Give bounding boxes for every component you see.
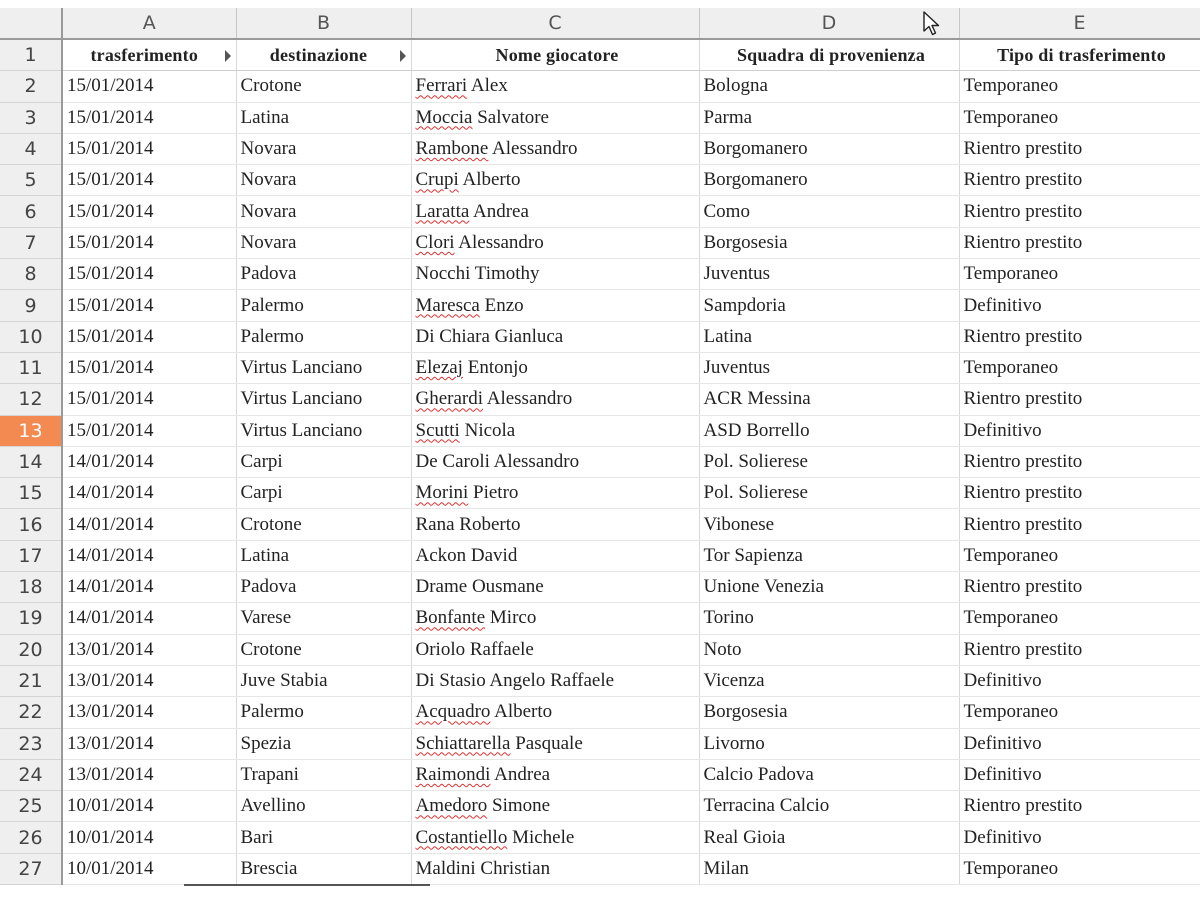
cell-squadra[interactable]: Borgomanero (699, 133, 959, 164)
sheet-table (0, 8, 1200, 885)
cell-text: Enzo (479, 294, 524, 316)
table-row (0, 227, 1200, 258)
cell-tipo[interactable]: Rientro prestito (959, 165, 1200, 196)
cell-nome-giocatore[interactable] (411, 415, 699, 446)
cell-squadra[interactable]: ASD Borrello (699, 415, 959, 446)
spellcheck-word: Acquadro (415, 701, 491, 723)
cell-nome-giocatore[interactable] (411, 384, 699, 415)
cell-date[interactable]: 15/01/2014 (62, 165, 236, 196)
cell-squadra[interactable]: Pol. Solierese (699, 478, 959, 509)
cell-destinazione[interactable]: Novara (236, 133, 411, 164)
cell-tipo[interactable]: Rientro prestito (959, 478, 1200, 509)
row-header[interactable]: 20 (0, 634, 62, 665)
cell-nome-giocatore[interactable] (411, 791, 699, 822)
cell-destinazione[interactable]: Virtus Lanciano (236, 384, 411, 415)
cell-tipo[interactable]: Rientro prestito (959, 321, 1200, 352)
cell-date[interactable]: 13/01/2014 (62, 697, 236, 728)
cell-tipo[interactable]: Temporaneo (959, 697, 1200, 728)
row-header[interactable]: 9 (0, 290, 62, 321)
cell-tipo[interactable]: Rientro prestito (959, 572, 1200, 603)
mouse-pointer-icon (922, 11, 942, 37)
row-header[interactable]: 23 (0, 728, 62, 759)
cell-nome-giocatore[interactable] (411, 509, 699, 540)
cell-destinazione[interactable]: Varese (236, 603, 411, 634)
cell-date[interactable]: 15/01/2014 (62, 290, 236, 321)
cell-text: Alessandro (454, 231, 544, 253)
cell-date[interactable]: 13/01/2014 (62, 728, 236, 759)
cell-nome-giocatore[interactable] (411, 665, 699, 696)
cell-squadra[interactable]: Borgosesia (699, 697, 959, 728)
cell-nome-giocatore[interactable] (411, 446, 699, 477)
cell-date[interactable]: 13/01/2014 (62, 759, 236, 790)
cell-squadra[interactable]: Vicenza (699, 665, 959, 696)
cell-tipo[interactable]: Rientro prestito (959, 791, 1200, 822)
cell-tipo[interactable]: Rientro prestito (959, 133, 1200, 164)
cell-text: Alessandro (488, 138, 578, 160)
cell-text: Alessandro (483, 388, 573, 410)
cell-destinazione[interactable]: Brescia (236, 853, 411, 884)
table-row (0, 165, 1200, 196)
table-row (0, 71, 1200, 102)
cell-tipo[interactable]: Definitivo (959, 822, 1200, 853)
cell-text: Pasquale (510, 732, 583, 754)
cell-text: Oriolo Raffaele (415, 638, 534, 660)
cell-nome-giocatore[interactable] (411, 572, 699, 603)
row-header[interactable]: 14 (0, 446, 62, 477)
cell-destinazione[interactable]: Crotone (236, 509, 411, 540)
cell-nome-giocatore[interactable] (411, 853, 699, 884)
cell-tipo[interactable]: Definitivo (959, 759, 1200, 790)
row-header[interactable]: 3 (0, 102, 62, 133)
cell-destinazione[interactable]: Juve Stabia (236, 665, 411, 696)
cell-nome-giocatore[interactable] (411, 196, 699, 227)
column-header-a[interactable]: A (62, 8, 236, 39)
cell-nome-giocatore[interactable] (411, 321, 699, 352)
table-row (0, 321, 1200, 352)
cell-destinazione[interactable]: Crotone (236, 71, 411, 102)
autofilter-arrow-icon[interactable] (225, 50, 231, 62)
cell-nome-giocatore[interactable] (411, 603, 699, 634)
cell-nome-giocatore[interactable] (411, 540, 699, 571)
cell-tipo[interactable]: Definitivo (959, 728, 1200, 759)
header-cell-destinazione[interactable] (236, 39, 411, 71)
cell-date[interactable]: 15/01/2014 (62, 102, 236, 133)
cell-text: Alberto (458, 169, 521, 191)
cell-destinazione[interactable]: Avellino (236, 791, 411, 822)
row-header[interactable]: 8 (0, 259, 62, 290)
cell-squadra[interactable]: Juventus (699, 352, 959, 383)
cell-squadra[interactable]: Bologna (699, 71, 959, 102)
spellcheck-word: Maresca (415, 294, 480, 316)
cell-text: De Caroli Alessandro (415, 451, 580, 472)
spellcheck-word: Ferrari (415, 75, 468, 97)
cell-text: Di Chiara Gianluca (415, 325, 564, 347)
cell-date[interactable]: 15/01/2014 (62, 227, 236, 258)
table-row (0, 540, 1200, 571)
cell-squadra[interactable]: ACR Messina (699, 384, 959, 415)
spellcheck-word: Amedoro (415, 795, 488, 817)
spellcheck-word: Raimondi (415, 763, 491, 785)
cell-date[interactable]: 14/01/2014 (62, 603, 236, 634)
cell-destinazione[interactable]: Bari (236, 822, 411, 853)
cell-nome-giocatore[interactable] (411, 352, 699, 383)
cell-text: Salvatore (472, 106, 549, 128)
cell-tipo[interactable]: Temporaneo (959, 540, 1200, 571)
cell-tipo[interactable]: Definitivo (959, 415, 1200, 446)
cell-date[interactable]: 15/01/2014 (62, 259, 236, 290)
spellcheck-word: Moccia (415, 106, 473, 128)
header-cell-tipo-trasferimento[interactable]: Tipo di trasferimento (959, 39, 1200, 71)
cell-destinazione[interactable]: Carpi (236, 446, 411, 477)
spellcheck-word: Crupi (415, 169, 459, 191)
cell-date[interactable]: 10/01/2014 (62, 791, 236, 822)
row-header[interactable]: 27 (0, 853, 62, 884)
cell-squadra[interactable]: Terracina Calcio (699, 791, 959, 822)
cell-destinazione[interactable]: Novara (236, 196, 411, 227)
cell-squadra[interactable]: Tor Sapienza (699, 540, 959, 571)
row-header[interactable]: 16 (0, 509, 62, 540)
table-row (0, 728, 1200, 759)
cell-date[interactable]: 15/01/2014 (62, 415, 236, 446)
cell-tipo[interactable]: Rientro prestito (959, 509, 1200, 540)
row-header[interactable]: 11 (0, 352, 62, 383)
cell-destinazione[interactable]: Spezia (236, 728, 411, 759)
cell-text: Nicola (459, 419, 516, 441)
row-header[interactable]: 5 (0, 165, 62, 196)
cell-text: Mirco (485, 607, 537, 629)
cell-text: Ackon David (415, 544, 518, 566)
row-header[interactable]: 10 (0, 321, 62, 352)
column-header-d[interactable]: D (699, 8, 959, 39)
table-row (0, 791, 1200, 822)
cell-tipo[interactable]: Temporaneo (959, 259, 1200, 290)
cell-text: Andrea (490, 763, 551, 785)
cell-destinazione[interactable]: Trapani (236, 759, 411, 790)
cell-nome-giocatore[interactable] (411, 822, 699, 853)
row-header[interactable]: 12 (0, 384, 62, 415)
table-row (0, 384, 1200, 415)
cell-nome-giocatore[interactable] (411, 259, 699, 290)
spellcheck-word: Morini (415, 482, 469, 504)
cell-tipo[interactable]: Rientro prestito (959, 446, 1200, 477)
cell-tipo[interactable]: Temporaneo (959, 352, 1200, 383)
cell-tipo[interactable]: Temporaneo (959, 603, 1200, 634)
table-row (0, 196, 1200, 227)
cell-date[interactable]: 15/01/2014 (62, 196, 236, 227)
cell-destinazione[interactable]: Latina (236, 102, 411, 133)
cell-text: Alberto (490, 701, 553, 723)
row-header[interactable]: 7 (0, 227, 62, 258)
cell-date[interactable]: 14/01/2014 (62, 540, 236, 571)
table-row (0, 102, 1200, 133)
cell-text: Nocchi Timothy (415, 263, 540, 285)
cell-destinazione[interactable]: Palermo (236, 290, 411, 321)
header-label: destinazione (269, 44, 368, 65)
cell-tipo[interactable]: Definitivo (959, 290, 1200, 321)
cell-destinazione[interactable]: Virtus Lanciano (236, 352, 411, 383)
cell-nome-giocatore[interactable] (411, 759, 699, 790)
row-header[interactable]: 17 (0, 540, 62, 571)
cell-text: Simone (487, 795, 551, 817)
cell-squadra[interactable]: Latina (699, 321, 959, 352)
row-header[interactable]: 25 (0, 791, 62, 822)
cell-squadra[interactable]: Borgomanero (699, 165, 959, 196)
cell-destinazione[interactable]: Padova (236, 259, 411, 290)
autofilter-arrow-icon[interactable] (400, 50, 406, 62)
cell-nome-giocatore[interactable] (411, 165, 699, 196)
spellcheck-word: Schiattarella (415, 732, 511, 754)
table-row (0, 665, 1200, 696)
table-row (0, 352, 1200, 383)
spellcheck-word: Clori (415, 231, 455, 253)
cell-date[interactable]: 13/01/2014 (62, 634, 236, 665)
table-row (0, 133, 1200, 164)
cell-tipo[interactable]: Rientro prestito (959, 634, 1200, 665)
row-header[interactable]: 19 (0, 603, 62, 634)
cell-tipo[interactable]: Temporaneo (959, 853, 1200, 884)
spellcheck-word: Scutti (415, 419, 460, 441)
cell-tipo[interactable]: Temporaneo (959, 102, 1200, 133)
row-header[interactable]: 1 (0, 39, 62, 71)
cell-tipo[interactable]: Rientro prestito (959, 196, 1200, 227)
cell-destinazione[interactable]: Virtus Lanciano (236, 415, 411, 446)
table-header-row (0, 39, 1200, 71)
cell-destinazione[interactable]: Novara (236, 227, 411, 258)
cell-nome-giocatore[interactable] (411, 634, 699, 665)
cell-date[interactable]: 15/01/2014 (62, 133, 236, 164)
spellcheck-word: Laratta (415, 200, 470, 222)
header-cell-trasferimento[interactable] (62, 39, 236, 71)
cell-date[interactable]: 14/01/2014 (62, 446, 236, 477)
column-header-c[interactable]: C (411, 8, 699, 39)
cell-nome-giocatore[interactable] (411, 227, 699, 258)
cell-date[interactable]: 15/01/2014 (62, 321, 236, 352)
cell-date[interactable]: 10/01/2014 (62, 853, 236, 884)
cell-text: Di Stasio Angelo Raffaele (415, 670, 615, 692)
table-row (0, 759, 1200, 790)
row-header[interactable]: 24 (0, 759, 62, 790)
cell-date[interactable]: 14/01/2014 (62, 478, 236, 509)
cell-date[interactable]: 15/01/2014 (62, 352, 236, 383)
cell-squadra[interactable]: Real Gioia (699, 822, 959, 853)
cell-squadra[interactable]: Parma (699, 102, 959, 133)
cell-date[interactable]: 15/01/2014 (62, 384, 236, 415)
cell-text: Alex (467, 75, 508, 97)
cell-nome-giocatore[interactable] (411, 478, 699, 509)
spellcheck-word: Elezaj (415, 357, 463, 379)
cell-date[interactable]: 13/01/2014 (62, 665, 236, 696)
table-row (0, 634, 1200, 665)
cell-date[interactable]: 15/01/2014 (62, 71, 236, 102)
cell-squadra[interactable]: Pol. Solierese (699, 446, 959, 477)
row-header[interactable]: 22 (0, 697, 62, 728)
table-row (0, 697, 1200, 728)
header-cell-squadra-provenienza[interactable]: Squadra di provenienza (699, 39, 959, 71)
cell-text: Entonjo (462, 357, 528, 379)
cell-squadra[interactable]: Juventus (699, 259, 959, 290)
column-header-row (0, 8, 1200, 39)
table-row (0, 822, 1200, 853)
row-header[interactable]: 4 (0, 133, 62, 164)
cell-nome-giocatore[interactable] (411, 728, 699, 759)
cell-nome-giocatore[interactable] (411, 102, 699, 133)
cell-date[interactable]: 10/01/2014 (62, 822, 236, 853)
table-row (0, 509, 1200, 540)
cell-text: Rana Roberto (415, 513, 521, 535)
table-row (0, 446, 1200, 477)
cell-nome-giocatore[interactable] (411, 71, 699, 102)
table-row (0, 603, 1200, 634)
row-header[interactable]: 15 (0, 478, 62, 509)
cell-squadra[interactable]: Torino (699, 603, 959, 634)
cell-squadra[interactable]: Milan (699, 853, 959, 884)
cell-tipo[interactable]: Temporaneo (959, 71, 1200, 102)
cell-squadra[interactable]: Vibonese (699, 509, 959, 540)
cell-tipo[interactable]: Rientro prestito (959, 227, 1200, 258)
cell-destinazione[interactable]: Latina (236, 540, 411, 571)
select-all-corner[interactable] (0, 8, 62, 39)
table-row (0, 478, 1200, 509)
cell-text: Drame Ousmane (415, 576, 544, 598)
cell-destinazione[interactable]: Novara (236, 165, 411, 196)
table-row (0, 415, 1200, 446)
cell-nome-giocatore[interactable] (411, 133, 699, 164)
cell-squadra[interactable]: Borgosesia (699, 227, 959, 258)
cell-destinazione[interactable]: Palermo (236, 321, 411, 352)
divider (184, 884, 430, 886)
cell-squadra[interactable]: Noto (699, 634, 959, 665)
column-header-b[interactable]: B (236, 8, 411, 39)
table-row (0, 853, 1200, 884)
row-header[interactable]: 26 (0, 822, 62, 853)
header-label: trasferimento (90, 44, 199, 65)
header-cell-nome-giocatore[interactable]: Nome giocatore (411, 39, 699, 71)
row-header[interactable]: 13 (0, 415, 62, 446)
cell-text: Michele (507, 826, 575, 848)
cell-nome-giocatore[interactable] (411, 290, 699, 321)
cell-squadra[interactable]: Como (699, 196, 959, 227)
column-header-e[interactable]: E (959, 8, 1200, 39)
spellcheck-word: Rambone (415, 138, 489, 160)
row-header[interactable]: 6 (0, 196, 62, 227)
table-row (0, 290, 1200, 321)
cell-destinazione[interactable]: Palermo (236, 697, 411, 728)
cell-destinazione[interactable]: Padova (236, 572, 411, 603)
cell-squadra[interactable]: Unione Venezia (699, 572, 959, 603)
row-header[interactable]: 2 (0, 71, 62, 102)
row-header[interactable]: 21 (0, 665, 62, 696)
spellcheck-word: Bonfante (415, 607, 486, 629)
spreadsheet-grid[interactable] (0, 8, 1200, 885)
cell-tipo[interactable]: Rientro prestito (959, 384, 1200, 415)
cell-destinazione[interactable]: Carpi (236, 478, 411, 509)
cell-text: Andrea (469, 200, 529, 222)
cell-text: Pietro (468, 482, 519, 504)
cell-tipo[interactable]: Definitivo (959, 665, 1200, 696)
table-row (0, 572, 1200, 603)
cell-nome-giocatore[interactable] (411, 697, 699, 728)
cell-text: Maldini Christian (415, 857, 551, 879)
table-row (0, 259, 1200, 290)
cell-date[interactable]: 14/01/2014 (62, 509, 236, 540)
cell-squadra[interactable]: Livorno (699, 728, 959, 759)
row-header[interactable]: 18 (0, 572, 62, 603)
spellcheck-word: Costantiello (415, 826, 508, 848)
cell-squadra[interactable]: Sampdoria (699, 290, 959, 321)
cell-date[interactable]: 14/01/2014 (62, 572, 236, 603)
cell-destinazione[interactable]: Crotone (236, 634, 411, 665)
cell-squadra[interactable]: Calcio Padova (699, 759, 959, 790)
spellcheck-word: Gherardi (415, 388, 484, 410)
